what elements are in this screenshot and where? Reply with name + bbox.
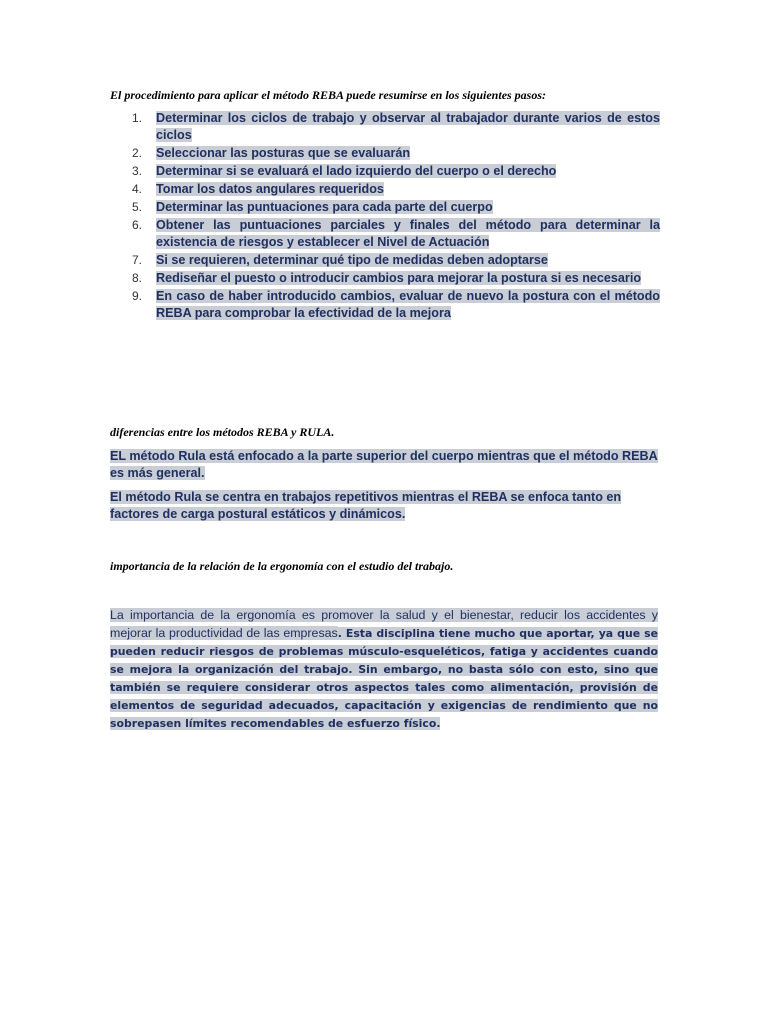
list-item (110, 163, 660, 180)
step-number: 4. (132, 182, 143, 196)
difference-text: El método Rula se centra en trabajos repetitivos mientras el REBA se enfoca tanto en factores de carga postural estáticos y dinámicos. (110, 490, 622, 521)
step-text: Seleccionar las posturas que se evaluarán (156, 146, 411, 160)
step-text: Rediseñar el puesto o introducir cambios para mejorar la postura si es necesario (156, 271, 642, 285)
step-text: Determinar las puntuaciones para cada parte del cuerpo (156, 200, 493, 214)
step-text: En caso de haber introducido cambios, evaluar de nuevo la postura con el método REBA para comprobar la efectividad de la mejora (156, 289, 660, 320)
reba-procedure-heading: El procedimiento para aplicar el método REBA puede resumirse en los siguientes pasos: (110, 88, 547, 102)
list-item (110, 199, 660, 216)
step-number: 9. (132, 289, 143, 303)
step-number: 6. (132, 218, 143, 232)
step-number: 5. (132, 200, 143, 214)
list-item (110, 110, 660, 144)
step-text: Determinar los ciclos de trabajo y observar al trabajador durante varios de estos ciclos (156, 111, 660, 142)
step-text: Si se requieren, determinar qué tipo de medidas deben adoptarse (156, 253, 548, 267)
ergonomics-paragraph (110, 606, 658, 732)
list-item (110, 252, 660, 269)
step-text: Tomar los datos angulares requeridos (156, 182, 384, 196)
ergonomics-importance-heading: importancia de la relación de la ergonomía con el estudio del trabajo. (110, 559, 454, 573)
reba-steps-list (110, 110, 660, 323)
step-text: Determinar si se evaluará el lado izquierdo del cuerpo o el derecho (156, 164, 557, 178)
difference-paragraph (110, 448, 658, 482)
list-item (110, 270, 660, 287)
step-text: Obtener las puntuaciones parciales y finales del método para determinar la existencia de riesgos y establecer el Nivel de Actuación (156, 218, 660, 249)
difference-paragraph (110, 489, 658, 523)
step-number: 8. (132, 271, 143, 285)
step-number: 2. (132, 146, 143, 160)
step-number: 1. (132, 111, 143, 125)
list-item (110, 181, 660, 198)
ergonomics-lead-text: La importancia de la ergonomía es promover la salud y el bienestar, reducir los accidentes y mejorar la productividad de las empresas (110, 608, 658, 640)
reba-rula-differences-heading: diferencias entre los métodos REBA y RULA. (110, 425, 335, 439)
step-number: 7. (132, 253, 143, 267)
ergonomics-body-text: . Esta disciplina tiene mucho que aportar, ya que se pueden reducir riesgos de problemas músculo-esqueléticos, fatiga y accidentes cuando se mejora la organización del trabajo. Sin embargo, no basta sólo con esto, sino que también se requiere considerar otros aspectos tales como alimentación, provisión de elementos de seguridad adecuados, capacitación y exigencias de rendimiento que no sobrepasen límites recomendables de esfuerzo físico. (110, 627, 658, 730)
step-number: 3. (132, 164, 143, 178)
list-item (110, 217, 660, 251)
list-item (110, 145, 660, 162)
list-item (110, 288, 660, 322)
difference-text: EL método Rula está enfocado a la parte superior del cuerpo mientras que el método REBA es más general. (110, 449, 658, 480)
